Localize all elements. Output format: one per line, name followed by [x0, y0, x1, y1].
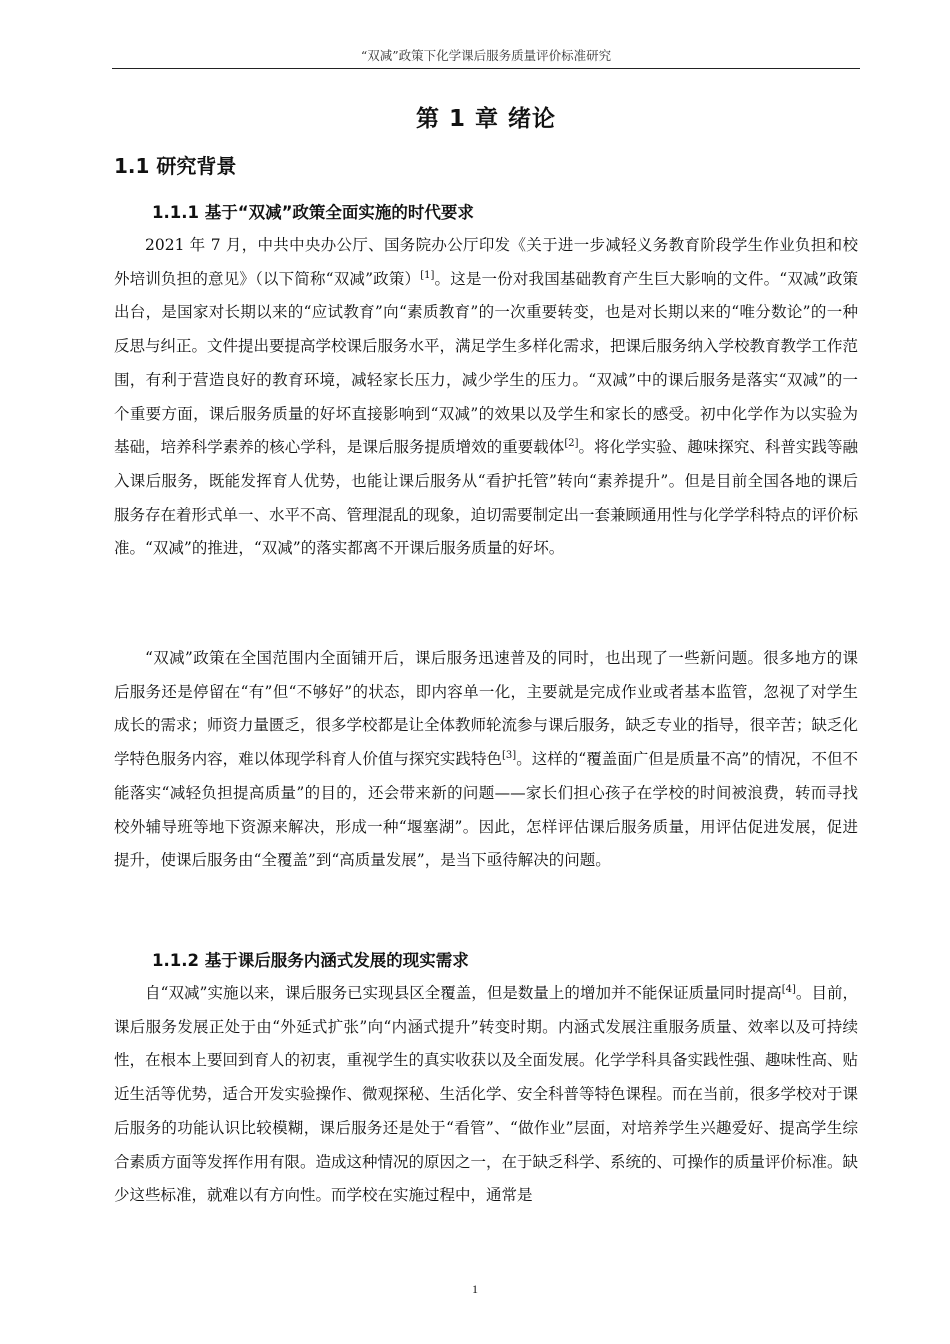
paragraph-text: 。将化学实验、趣味探究、科普实践等融入课后服务，既能发挥育人优势，也能让课后服务从“看护托管”转向“素养提升”。但是目前全国各地的课后服务存在着形式单一、水平不高、管理混乱的现象，迫切需要制定出一套兼顾通用性与化学学科特点的评价标准。“双减”的推进，“双减”的落实都离不开课后服务质量的好坏。: [114, 438, 859, 558]
citation: [2]: [564, 438, 579, 450]
page-number: 1: [472, 1282, 478, 1296]
paragraph-text: 。目前，课后服务发展正处于由“外延式扩张”向“内涵式提升”转变时期。内涵式发展注重服务质量、效率以及可持续性，在根本上要回到育人的初衷，重视学生的真实收获以及全面发展。化学学科具备实践性强、趣味性高、贴近生活等优势，适合开发实验操作、微观探秘、生活化学、安全科普等特色课程。而在当前，很多学校对于课后服务的功能认识比较模糊，课后服务还是处于“看管”、“做作业”层面，对培养学生兴趣爱好、提高学生综合素质方面等发挥作用有限。造成这种情况的原因之一，在于缺乏科学、系统的、可操作的质量评价标准。缺少这些标准，就难以有方向性。而学校在实施过程中，通常是: [114, 984, 859, 1205]
paragraph-text: 。这是一份对我国基础教育产生巨大影响的文件。“双减”政策出台，是国家对长期以来的“应试教育”向“素质教育”的一次重要转变，也是对长期以来的“唯分数论”的一种反思与纠正。文件提出要提高学校课后服务水平，满足学生多样化需求，把课后服务纳入学校教育教学工作范围，有利于营造良好的教育环境，减轻家长压力，减少学生的压力。“双减”中的课后服务是落实“双减”的一个重要方面，课后服务质量的好坏直接影响到“双减”的效果以及学生和家长的感受。初中化学作为以实验为基础，培养科学素养的核心学科，是课后服务提质增效的重要载体: [114, 269, 859, 457]
subsection-heading-1: 1.1.1 基于“双减”政策全面实施的时代要求: [152, 203, 474, 222]
paragraph-text: “双减”政策在全国范围内全面铺开后，课后服务迅速普及的同时，也出现了一些新问题。很多地方的课后服务还是停留在“有”但“不够好”的状态，即内容单一化，主要就是完成作业或者基本监管，忽视了对学生成长的需求；师资力量匮乏，很多学校都是让全体教师轮流参与课后服务，缺乏专业的指导，很辛苦；缺乏化学特色服务内容，难以体现学科育人价值与探究实践特色: [114, 649, 859, 769]
paragraph-text: 自“双减”实施以来，课后服务已实现县区全覆盖，但是数量上的增加并不能保证质量同时提高: [145, 984, 782, 1002]
paragraph-1: [114, 229, 858, 566]
paragraph-text: 2021 年 7 月，中共中央办公厅、国务院办公厅印发《关于进一步减轻义务教育阶段学生作业负担和校外培训负担的意见》（以下简称“双减”政策）: [114, 236, 858, 288]
citation: [3]: [502, 749, 517, 761]
citation: [4]: [781, 983, 796, 995]
citation: [1]: [420, 269, 435, 281]
section-heading: 1.1 研究背景: [114, 154, 237, 178]
paragraph-3: [114, 977, 858, 1213]
header-rule: [112, 68, 860, 69]
running-header: “双减”政策下化学课后服务质量评价标准研究: [360, 48, 612, 63]
subsection-heading-2: 1.1.2 基于课后服务内涵式发展的现实需求: [152, 951, 469, 970]
paragraph-2: [114, 642, 858, 878]
chapter-title: 第 1 章 绪论: [415, 106, 557, 132]
paragraph-text: 。这样的“覆盖面广但是质量不高”的情况，不但不能落实“减轻负担提高质量”的目的，还会带来新的问题——家长们担心孩子在学校的时间被浪费，转而寻找校外辅导班等地下资源来解决，形成一种“堰塞湖”。因此，怎样评估课后服务质量，用评估促进发展，促进提升，使课后服务由“全覆盖”到“高质量发展”，是当下亟待解决的问题。: [114, 750, 858, 870]
